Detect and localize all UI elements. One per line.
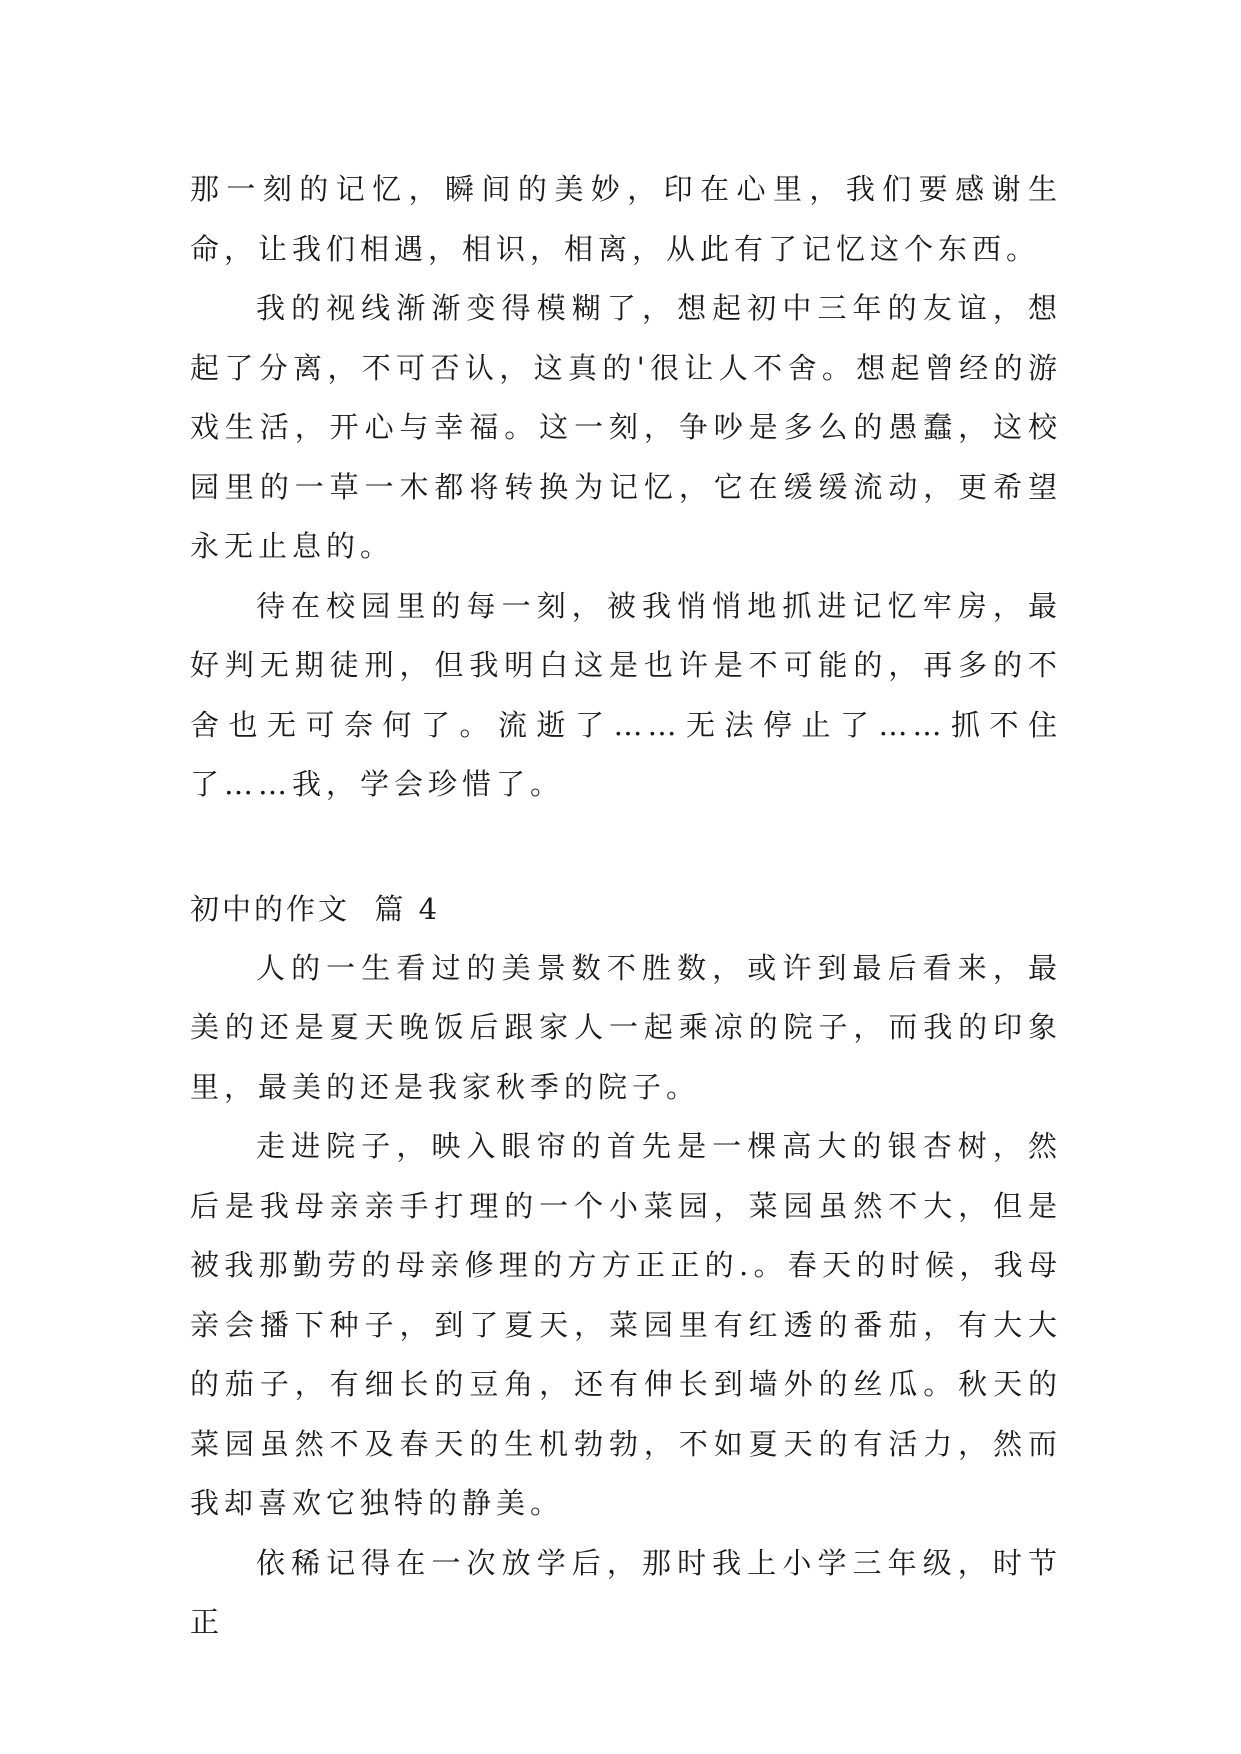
paragraph: 我的视线渐渐变得模糊了，想起初中三年的友谊，想起了分离，不可否认，这真的'很让人不舍。想起曾经的游戏生活，开心与幸福。这一刻，争吵是多么的愚蠢，这校园里的一草一木都将转换为记忆，它在缓缓流动，更希望永无止息的。 bbox=[190, 291, 1062, 563]
document-body bbox=[190, 160, 1062, 1653]
paragraph: 依稀记得在一次放学后，那时我上小学三年级，时节正 bbox=[190, 1545, 1062, 1639]
paragraph: 走进院子，映入眼帘的首先是一棵高大的银杏树，然后是我母亲亲手打理的一个小菜园，菜园虽然不大，但是被我那勤劳的母亲修理的方方正正的.。春天的时候，我母亲会播下种子，到了夏天，菜园里有红透的番茄，有大大的茄子，有细长的豆角，还有伸长到墙外的丝瓜。秋天的菜园虽然不及春天的生机勃勃，不如夏天的有活力，然而我却喜欢它独特的静美。 bbox=[190, 1129, 1062, 1520]
paragraph: 待在校园里的每一刻，被我悄悄地抓进记忆牢房，最好判无期徒刑，但我明白这是也许是不可能的，再多的不舍也无可奈何了。流逝了……无法停止了……抓不住了……我，学会珍惜了。 bbox=[190, 588, 1062, 801]
paragraph: 那一刻的记忆，瞬间的美妙，印在心里，我们要感谢生命，让我们相遇，相识，相离，从此有了记忆这个东西。 bbox=[190, 172, 1062, 266]
paragraph: 人的一生看过的美景数不胜数，或许到最后看来，最美的还是夏天晚饭后跟家人一起乘凉的院子，而我的印象里，最美的还是我家秋季的院子。 bbox=[190, 950, 1062, 1104]
section-heading: 初中的作文 篇 4 bbox=[190, 891, 441, 926]
